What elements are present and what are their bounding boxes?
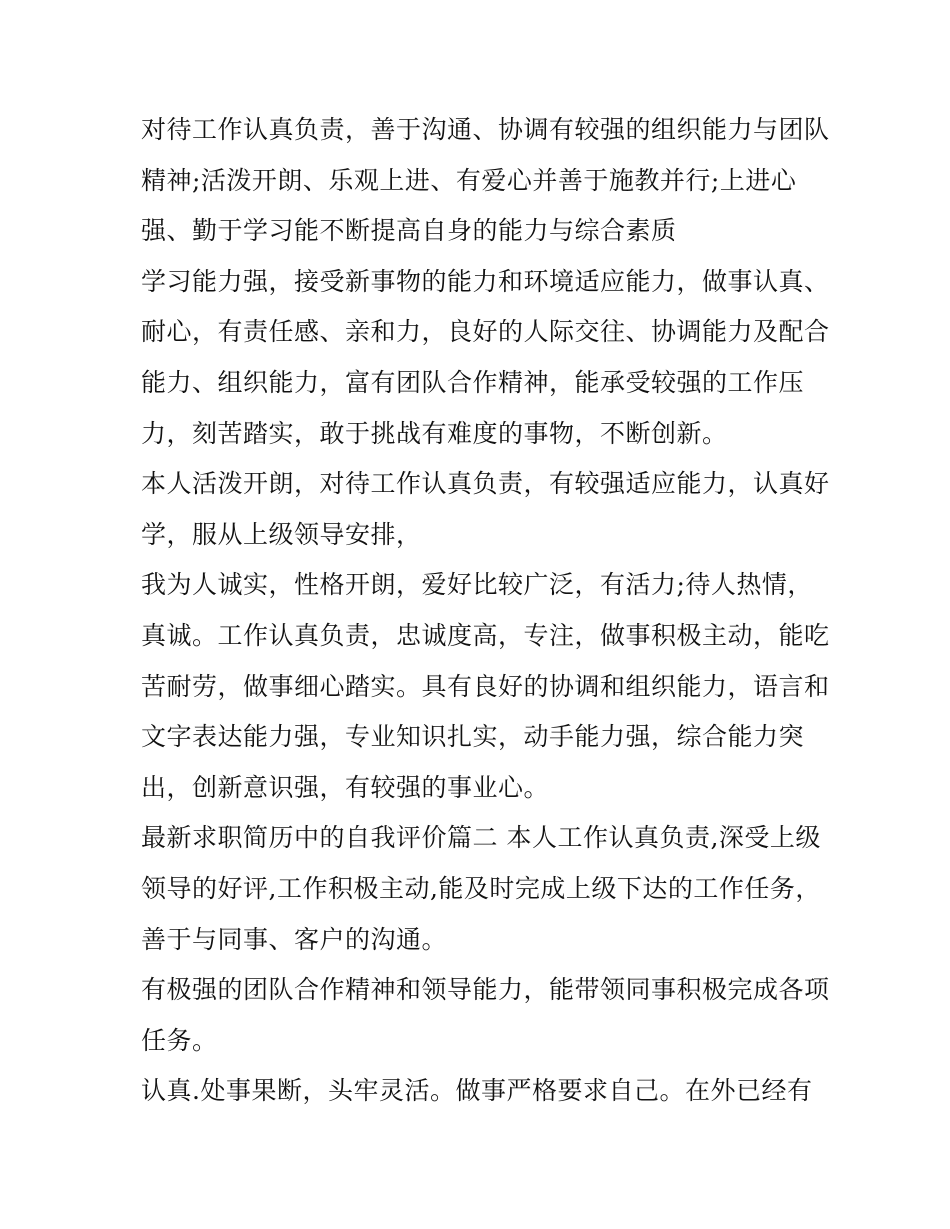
text-line: 领导的好评,工作积极主动,能及时完成上级下达的工作任务， (141, 874, 821, 903)
text-line: 学习能力强，接受新事物的能力和环境适应能力，做事认真、 (141, 267, 830, 296)
text-line: 文字表达能力强，专业知识扎实，动手能力强，综合能力突 (141, 722, 805, 751)
text-line: 任务。 (141, 1026, 218, 1055)
text-line: 精神;活泼开朗、乐观上进、有爱心并善于施教并行;上进心 (141, 166, 797, 195)
text-line: 最新求职简历中的自我评价篇二 本人工作认真负责,深受上级 (141, 823, 821, 852)
text-line: 认真.处事果断，头牢灵活。做事严格要求自己。在外已经有 (141, 1076, 813, 1105)
text-line: 出，创新意识强，有较强的事业心。 (141, 773, 550, 802)
text-line: 善于与同事、客户的沟通。 (141, 925, 448, 954)
text-line: 对待工作认真负责，善于沟通、协调有较强的组织能力与团队 (141, 115, 830, 144)
text-line: 真诚。工作认真负责，忠诚度高，专注，做事积极主动，能吃 (141, 621, 830, 650)
text-line: 有极强的团队合作精神和领导能力，能带领同事积极完成各项 (141, 975, 830, 1004)
text-line: 力，刻苦踏实，敢于挑战有难度的事物，不断创新。 (141, 419, 728, 448)
text-line: 学，服从上级领导安排， (141, 520, 422, 549)
text-line: 强、勤于学习能不断提高自身的能力与综合素质 (141, 216, 677, 245)
text-line: 耐心，有责任感、亲和力，良好的人际交往、协调能力及配合 (141, 317, 830, 346)
text-line: 我为人诚实，性格开朗，爱好比较广泛，有活力;待人热情， (141, 570, 813, 599)
text-line: 能力、组织能力，富有团队合作精神，能承受较强的工作压 (141, 368, 805, 397)
text-line: 苦耐劳，做事细心踏实。具有良好的协调和组织能力，语言和 (141, 672, 830, 701)
text-line: 本人活泼开朗，对待工作认真负责，有较强适应能力，认真好 (141, 469, 830, 498)
